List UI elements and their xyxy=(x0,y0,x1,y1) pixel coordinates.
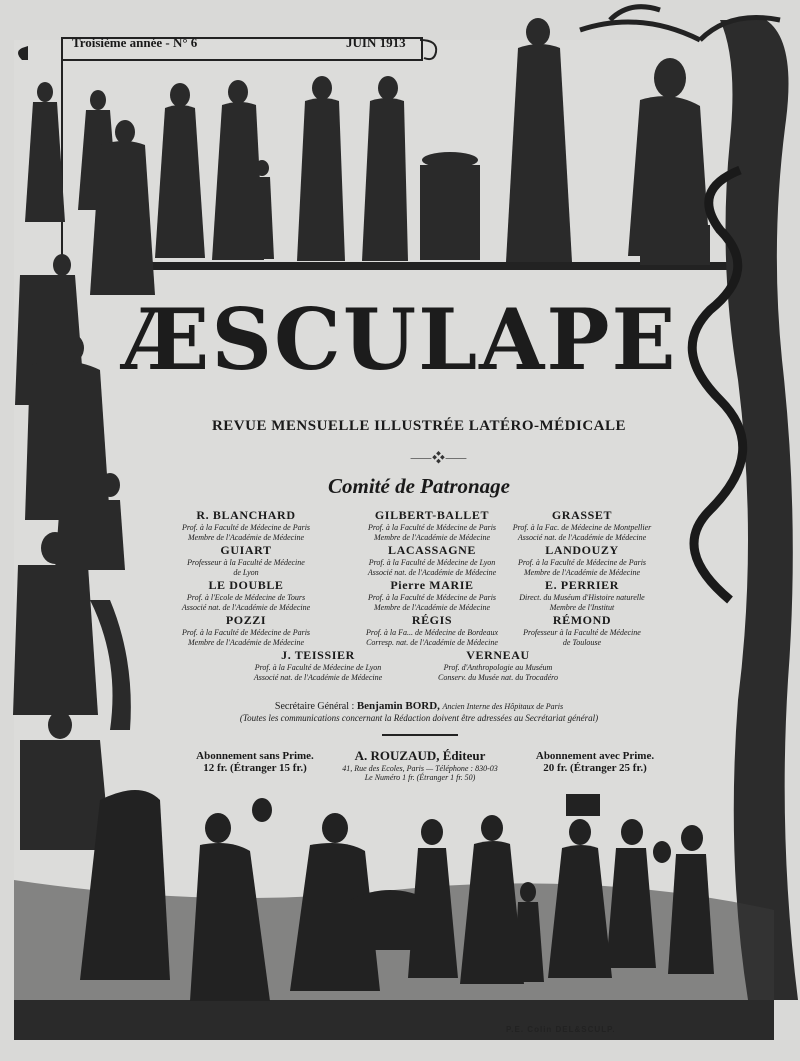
issue-price: Le Numéro 1 fr. (Étranger 1 fr. 50) xyxy=(364,773,476,782)
subscription-label: Abonnement sans Prime. xyxy=(196,750,314,762)
subscription-price: 20 fr. (Étranger 25 fr.) xyxy=(543,762,647,774)
member-title: Prof. à la Faculté de Médecine de Lyon xyxy=(254,663,382,672)
secretary-label: Secrétaire Général : xyxy=(274,701,355,712)
committee-member xyxy=(146,543,346,578)
member-name: GRASSET xyxy=(551,508,613,522)
artist-signature: P.E. Colin DEL&SCULP. xyxy=(506,1025,616,1034)
publisher-address: 41, Rue des Ecoles, Paris — Téléphone : 830-03 xyxy=(342,764,498,773)
member-title: Corresp. nat. de l'Académie de Médecine xyxy=(366,638,498,647)
member-title: Prof. à l'Ecole de Médecine de Tours xyxy=(186,593,306,602)
member-title: Prof. à la Fac. de Médecine de Montpellier xyxy=(512,523,652,532)
publisher-name: A. ROUZAUD, Éditeur xyxy=(354,748,486,763)
secretary-title: Ancien Interne des Hôpitaux de Paris xyxy=(442,702,564,711)
member-title: Membre de l'Académie de Médecine xyxy=(187,638,305,647)
committee-member xyxy=(146,578,346,613)
member-name: GUIART xyxy=(220,543,272,557)
committee-member xyxy=(398,648,598,683)
member-name: LE DOUBLE xyxy=(208,578,284,592)
member-name: J. TEISSIER xyxy=(281,648,355,662)
committee-member xyxy=(146,508,346,543)
issue-number: Troisième année - N° 6 xyxy=(72,35,198,50)
member-name: VERNEAU xyxy=(466,648,530,662)
member-name: GILBERT-BALLET xyxy=(374,508,490,522)
member-title: Professeur à la Faculté de Médecine xyxy=(523,628,641,637)
member-title: Professeur à la Faculté de Médecine xyxy=(187,558,305,567)
ornament: ⸺❖⸺ xyxy=(410,451,467,466)
member-title: Prof. à la Faculté de Médecine de Paris xyxy=(367,523,497,532)
member-title: Membre de l'Institut xyxy=(549,603,615,612)
member-title: Prof. d'Anthropologie au Muséum xyxy=(443,663,553,672)
member-title: Membre de l'Académie de Médecine xyxy=(373,603,491,612)
comite-heading: Comité de Patronage xyxy=(328,474,510,498)
member-title: Prof. à la Faculté de Médecine de Lyon xyxy=(368,558,496,567)
subscription-price: 12 fr. (Étranger 15 fr.) xyxy=(203,762,307,774)
divider xyxy=(382,734,458,736)
secretary-name: Benjamin BORD, xyxy=(356,700,440,712)
member-name: RÉGIS xyxy=(411,613,453,627)
committee-member xyxy=(482,508,682,543)
member-title: Associé nat. de l'Académie de Médecine xyxy=(253,673,383,682)
committee-member xyxy=(218,648,418,683)
member-title: Membre de l'Académie de Médecine xyxy=(523,568,641,577)
member-title: Associé nat. de l'Académie de Médecine xyxy=(181,603,311,612)
member-title: Prof. à la Faculté de Médecine de Paris xyxy=(181,523,311,532)
member-title: de Lyon xyxy=(233,568,259,577)
issue-date: JUIN 1913 xyxy=(346,35,406,50)
secretary-note: (Toutes les communications concernant la Rédaction doivent être adressées au Secrétariat général) xyxy=(239,713,599,723)
member-name: LANDOUZY xyxy=(545,543,619,557)
member-title: Prof. à la Fa... de Médecine de Bordeaux xyxy=(365,628,499,637)
member-title: de Toulouse xyxy=(562,638,602,647)
magazine-subtitle: REVUE MENSUELLE ILLUSTRÉE LATÉRO-MÉDICALE xyxy=(211,418,627,434)
member-name: RÉMOND xyxy=(552,613,612,627)
member-name: Pierre MARIE xyxy=(390,578,474,592)
subscription-with-prize xyxy=(500,750,690,774)
committee-member xyxy=(146,613,346,648)
member-title: Associé nat. de l'Académie de Médecine xyxy=(367,568,497,577)
committee-member xyxy=(482,613,682,648)
member-name: LACASSAGNE xyxy=(387,543,477,557)
member-title: Membre de l'Académie de Médecine xyxy=(187,533,305,542)
member-name: POZZI xyxy=(225,613,267,627)
magazine-title: ÆSCULAPE xyxy=(122,290,678,389)
member-title: Prof. à la Faculté de Médecine de Paris xyxy=(367,593,497,602)
member-title: Conserv. du Musée nat. du Trocadéro xyxy=(438,673,558,682)
secretary-line xyxy=(0,700,800,712)
committee-member xyxy=(482,543,682,578)
member-name: E. PERRIER xyxy=(544,578,619,592)
member-title: Prof. à la Faculté de Médecine de Paris xyxy=(517,558,647,567)
member-title: Prof. à la Faculté de Médecine de Paris xyxy=(181,628,311,637)
member-title: Associé nat. de l'Académie de Médecine xyxy=(517,533,647,542)
committee-member xyxy=(482,578,682,613)
member-name: R. BLANCHARD xyxy=(196,508,296,522)
member-title: Membre de l'Académie de Médecine xyxy=(373,533,491,542)
subscription-label: Abonnement avec Prime. xyxy=(535,750,655,762)
member-title: Direct. du Muséum d'Histoire naturelle xyxy=(519,593,645,602)
